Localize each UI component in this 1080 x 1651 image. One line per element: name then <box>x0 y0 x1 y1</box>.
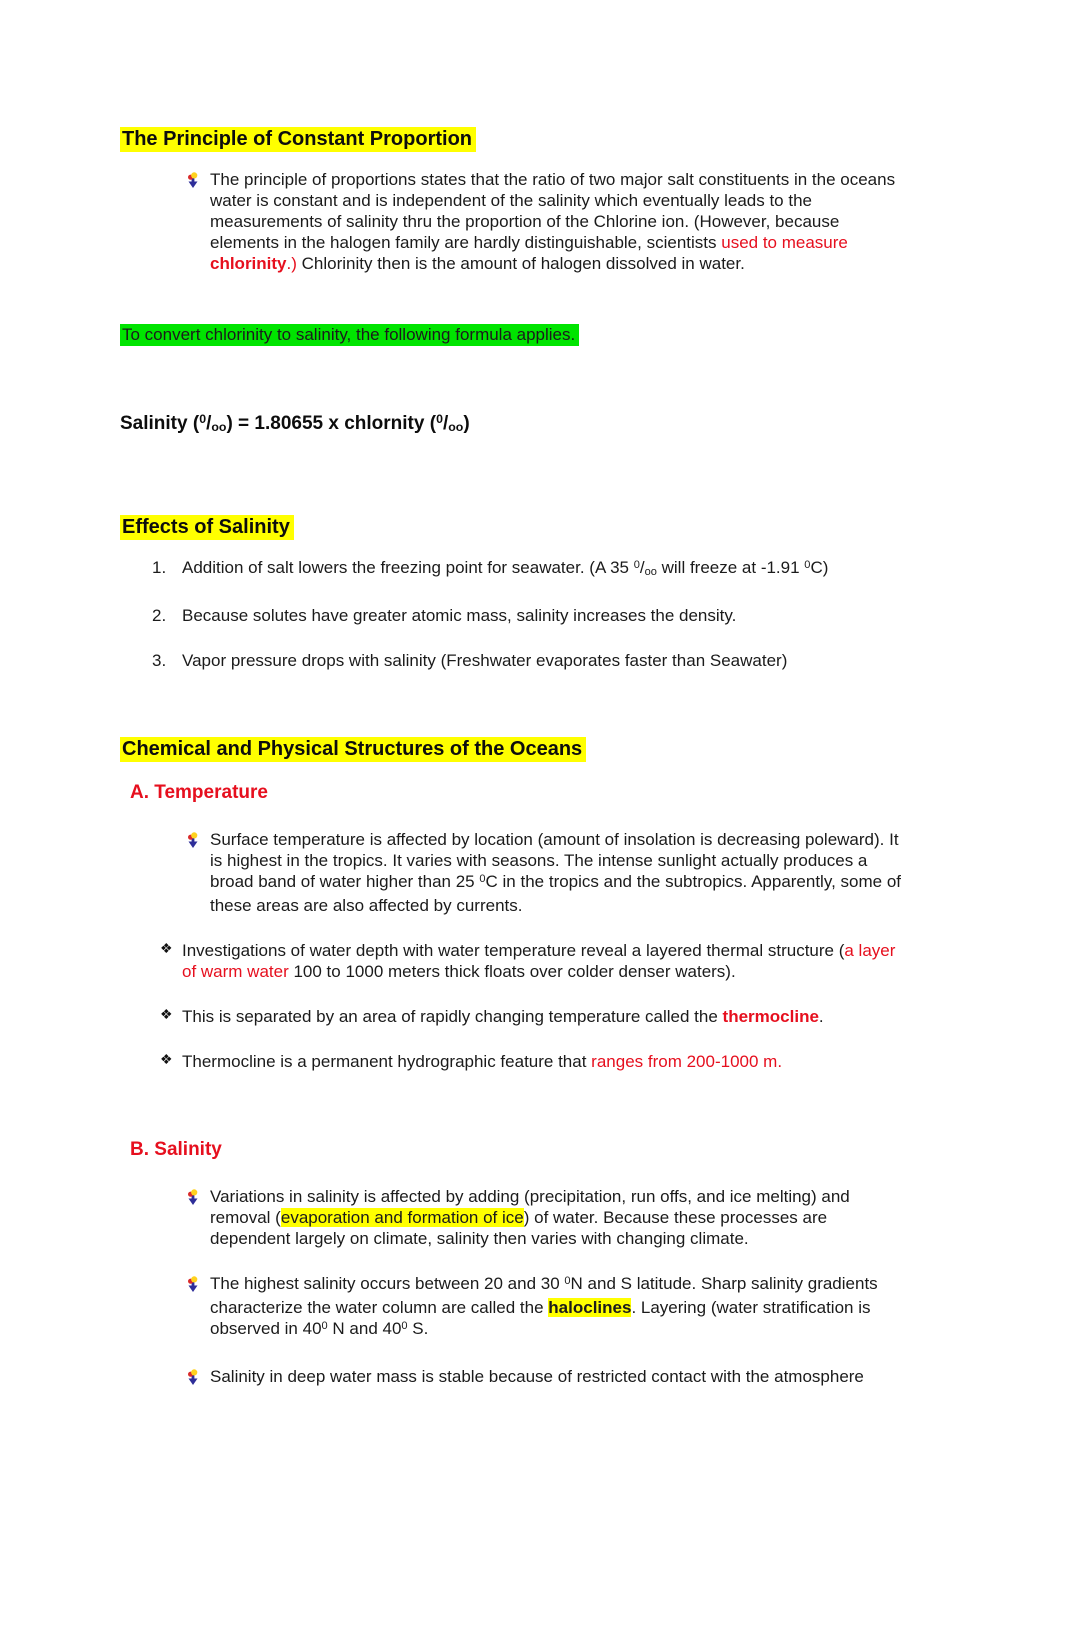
bullet-item-highest-salinity <box>120 1273 910 1342</box>
paragraph-surface-temperature: Surface temperature is affected by location (amount of insolation is decreasing poleward). It is highest in the tropics. It varies with seasons. The intense sunlight actually produces a broad band of water higher than 25 $^0$C in the tropics and the subtropics. Apparently, some of these areas are also affected by currents. <box>210 830 901 915</box>
numbered-item-text: Addition of salt lowers the freezing point for seawater. (A 35 $^0$/oo will freeze at -1.91 $^0$C) <box>182 558 829 578</box>
paragraph-thermocline-definition: This is separated by an area of rapidly changing temperature called the thermocline. <box>182 1007 824 1026</box>
diamond-item-thermocline-definition <box>120 1006 910 1027</box>
list-number: 1. <box>152 558 167 577</box>
highlighted-heading-text: The Principle of Constant Proportion <box>120 127 476 152</box>
subheading-salinity: B. Salinity <box>130 1139 222 1160</box>
list-number: 3. <box>152 651 167 670</box>
bullet-item-salinity-variations <box>120 1186 910 1249</box>
section-heading-effects <box>120 513 910 541</box>
highlighted-heading-text: Effects of Salinity <box>120 515 294 540</box>
numbered-item-3 <box>120 650 910 671</box>
bullet-item-deep-water-salinity <box>120 1366 910 1391</box>
diamond-bullet-icon: ❖ <box>160 940 173 956</box>
diamond-bullet-icon: ❖ <box>160 1006 173 1022</box>
bullet-item-surface-temperature <box>120 829 910 916</box>
paragraph-highest-salinity: The highest salinity occurs between 20 and 30 $^0$N and S latitude. Sharp salinity gradients characterize the water column are called the haloclines. Layering (water stratification is observed in $40^0$ N and $40^0$ S. <box>210 1274 878 1338</box>
numbered-item-text: Because solutes have greater atomic mass, salinity increases the density. <box>182 606 737 625</box>
pin-bullet-icon <box>185 1273 210 1342</box>
list-number: 2. <box>152 606 167 625</box>
numbered-item-1 <box>120 557 910 581</box>
paragraph-investigations: Investigations of water depth with water temperature reveal a layered thermal structure (a layer of warm water 100 to 1000 meters thick floats over colder denser waters). <box>182 941 896 981</box>
diamond-bullet-icon: ❖ <box>160 1051 173 1067</box>
note-convert-chlorinity <box>120 322 910 347</box>
pin-bullet-icon <box>185 1366 210 1391</box>
section-heading-principle <box>120 125 910 153</box>
paragraph-thermocline-range: Thermocline is a permanent hydrographic feature that ranges from 200-1000 m. <box>182 1052 783 1071</box>
paragraph-salinity-variations: Variations in salinity is affected by adding (precipitation, run offs, and ice melting) and removal (evaporation and formation of ice) of water. Because these processes are dependent largely on climate, salinity then varies with changing climate. <box>210 1187 850 1248</box>
paragraph-deep-water-salinity: Salinity in deep water mass is stable because of restricted contact with the atmosphere <box>210 1367 864 1386</box>
pin-bullet-icon <box>185 829 210 916</box>
paragraph-principle: The principle of proportions states that the ratio of two major salt constituents in the oceans water is constant and is independent of the salinity which eventually leads to the measurements of salinity thru the proportion of the Chlorine ion. (However, because elements in the halogen family are hardly distinguishable, scientists used to measure chlorinity.) Chlorinity then is the amount of halogen dissolved in water. <box>210 170 896 273</box>
pin-bullet-icon <box>185 1186 210 1249</box>
green-highlighted-text: To convert chlorinity to salinity, the following formula applies. <box>120 324 579 346</box>
section-heading-chemical-physical <box>120 735 910 763</box>
numbered-item-2 <box>120 605 910 626</box>
numbered-item-text: Vapor pressure drops with salinity (Freshwater evaporates faster than Seawater) <box>182 651 788 670</box>
diamond-item-thermocline-range <box>120 1051 910 1072</box>
bullet-item-principle <box>120 169 910 274</box>
subheading-temperature: A. Temperature <box>130 782 268 803</box>
highlighted-heading-text: Chemical and Physical Structures of the Oceans <box>120 737 586 762</box>
salinity-formula: Salinity ($^0$/oo) = 1.80655 x chlornity ($^0$/oo) <box>120 412 470 434</box>
pin-bullet-icon <box>185 169 210 274</box>
diamond-item-investigations <box>120 940 910 982</box>
